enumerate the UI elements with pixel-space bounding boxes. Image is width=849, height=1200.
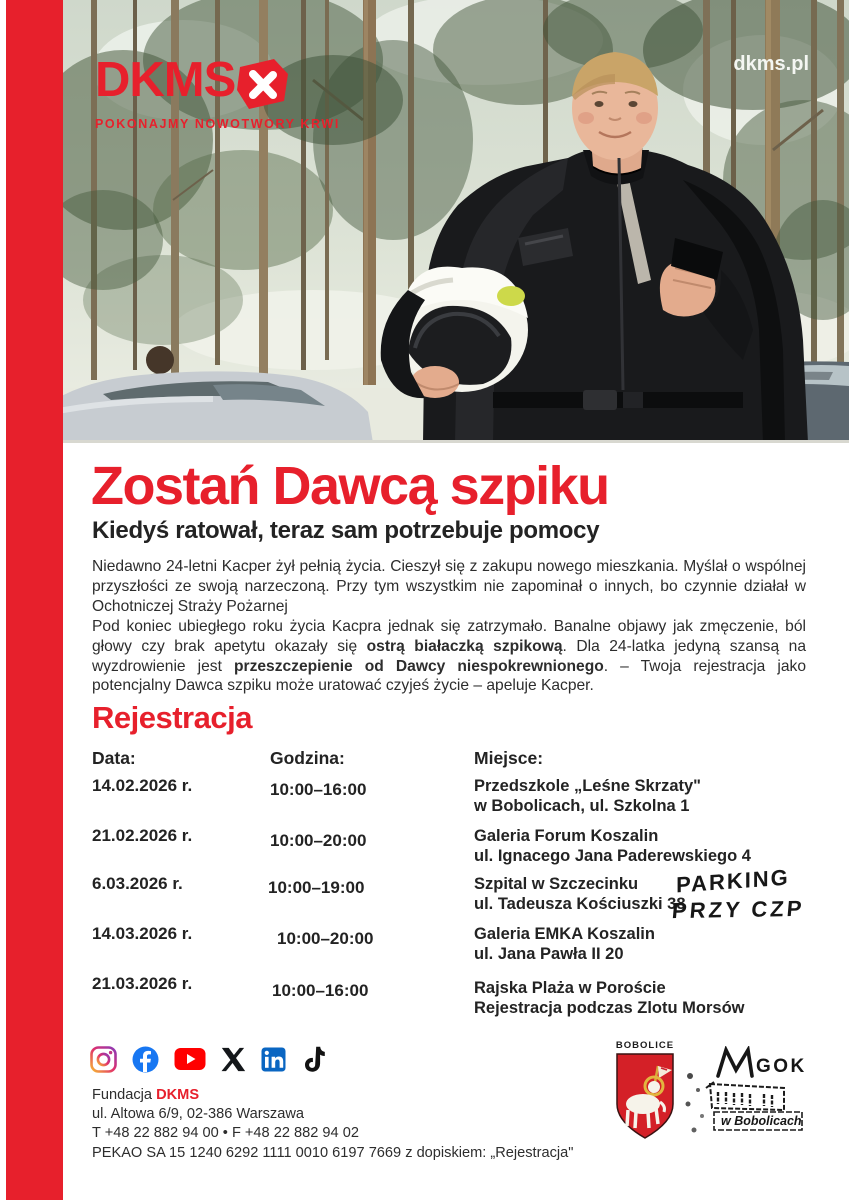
dkms-tagline: POKONAJMY NOWOTWORY KRWI: [95, 117, 340, 131]
bobolice-shield-icon: [614, 1052, 676, 1140]
footer: [92, 1086, 573, 1163]
event-place: Galeria Forum Koszalin ul. Ignacego Jana Paderewskiego 4: [474, 827, 751, 865]
handwritten-parking-note: PARKING PRZY CZP: [670, 864, 806, 924]
bobolice-label: BOBOLICE: [615, 1040, 675, 1051]
facebook-icon[interactable]: [132, 1046, 159, 1073]
event-place: Szpital w Szczecinku ul. Tadeusza Kościuszki 38: [474, 875, 686, 913]
dkms-logo-text: DKMS: [95, 53, 236, 107]
dkms-x-badge-icon: [237, 59, 289, 111]
event-time: 10:00–16:00: [270, 780, 367, 799]
dkms-logo: [95, 53, 340, 131]
column-header-time: Godzina:: [270, 748, 345, 768]
story-paragraph-1: Niedawno 24-letni Kacper żył pełnią życia. Cieszył się z zakupu nowego mieszkania. Myślał o wspólnej przyszłości ze swoją narzeczoną. Przy tym wszystkim nie zapominał o innych, bo czynnie działał w Ochotniczej Straży Pożarnej: [92, 558, 806, 615]
tiktok-icon[interactable]: [301, 1046, 325, 1073]
bobolice-coat-of-arms: [612, 1040, 678, 1145]
instagram-icon[interactable]: [90, 1046, 117, 1073]
event-time: 10:00–16:00: [272, 981, 369, 1000]
event-place: Przedszkole „Leśne Skrzaty" w Bobolicach, ul. Szkolna 1: [474, 777, 702, 815]
page-subtitle: Kiedyś ratował, teraz sam potrzebuje pomocy: [92, 517, 600, 544]
event-date: 21.02.2026 r.: [92, 826, 193, 845]
footer-org: Fundacja DKMS: [92, 1087, 200, 1103]
event-date: 21.03.2026 r.: [92, 974, 193, 993]
website-link[interactable]: dkms.pl: [733, 53, 809, 75]
linkedin-icon[interactable]: [261, 1047, 286, 1072]
event-time: 10:00–20:00: [270, 831, 367, 850]
story-paragraph-2: Pod koniec ubiegłego roku życia Kacpra jednak się zatrzymało. Banalne objawy jak zmęczenie, ból głowy czy brak apetytu okazały się ostrą białaczką szpikową. Dla 24-latka jedyną szansą na wyzdrowienie jest przeszczepienie od Dawcy niespokrewnionego. – Twoja rejestracja jako potencjalny Dawca szpiku może uratować czyjeś życie – apeluje Kacper.: [92, 618, 806, 695]
event-date: 14.03.2026 r.: [92, 924, 193, 943]
column-header-date: Data:: [92, 748, 136, 768]
event-time: 10:00–20:00: [277, 929, 374, 948]
footer-address: ul. Altowa 6/9, 02-386 Warszawa: [92, 1106, 304, 1123]
event-date: 6.03.2026 r.: [92, 874, 183, 893]
footer-bank-account: PEKAO SA 15 1240 6292 1111 0010 6197 7669 z dopiskiem: „Rejestracja": [92, 1144, 574, 1161]
footer-org-name: DKMS: [156, 1087, 200, 1103]
svg-text:GOK: GOK: [756, 1056, 807, 1077]
column-header-place: Miejsce:: [474, 748, 544, 768]
mgok-logo: [684, 1046, 810, 1143]
event-place: Galeria EMKA Koszalin ul. Jana Pawła II 20: [474, 925, 655, 963]
youtube-icon[interactable]: [174, 1047, 206, 1071]
footer-phone: T +48 22 882 94 00 • F +48 22 882 94 02: [92, 1125, 359, 1142]
event-date: 14.02.2026 r.: [92, 776, 193, 795]
page-title: Zostań Dawcą szpiku: [91, 456, 609, 516]
event-place: Rajska Plaża w Poroście Rejestracja podczas Zlotu Morsów: [474, 979, 745, 1017]
registration-heading: Rejestracja: [92, 700, 252, 735]
hero-photo: [63, 0, 849, 443]
svg-text:w Bobolicach: w Bobolicach: [721, 1114, 802, 1128]
event-time: 10:00–19:00: [268, 878, 365, 897]
social-icons-row: [90, 1044, 325, 1074]
left-red-stripe: [6, 0, 63, 1200]
x-icon[interactable]: [221, 1047, 246, 1072]
